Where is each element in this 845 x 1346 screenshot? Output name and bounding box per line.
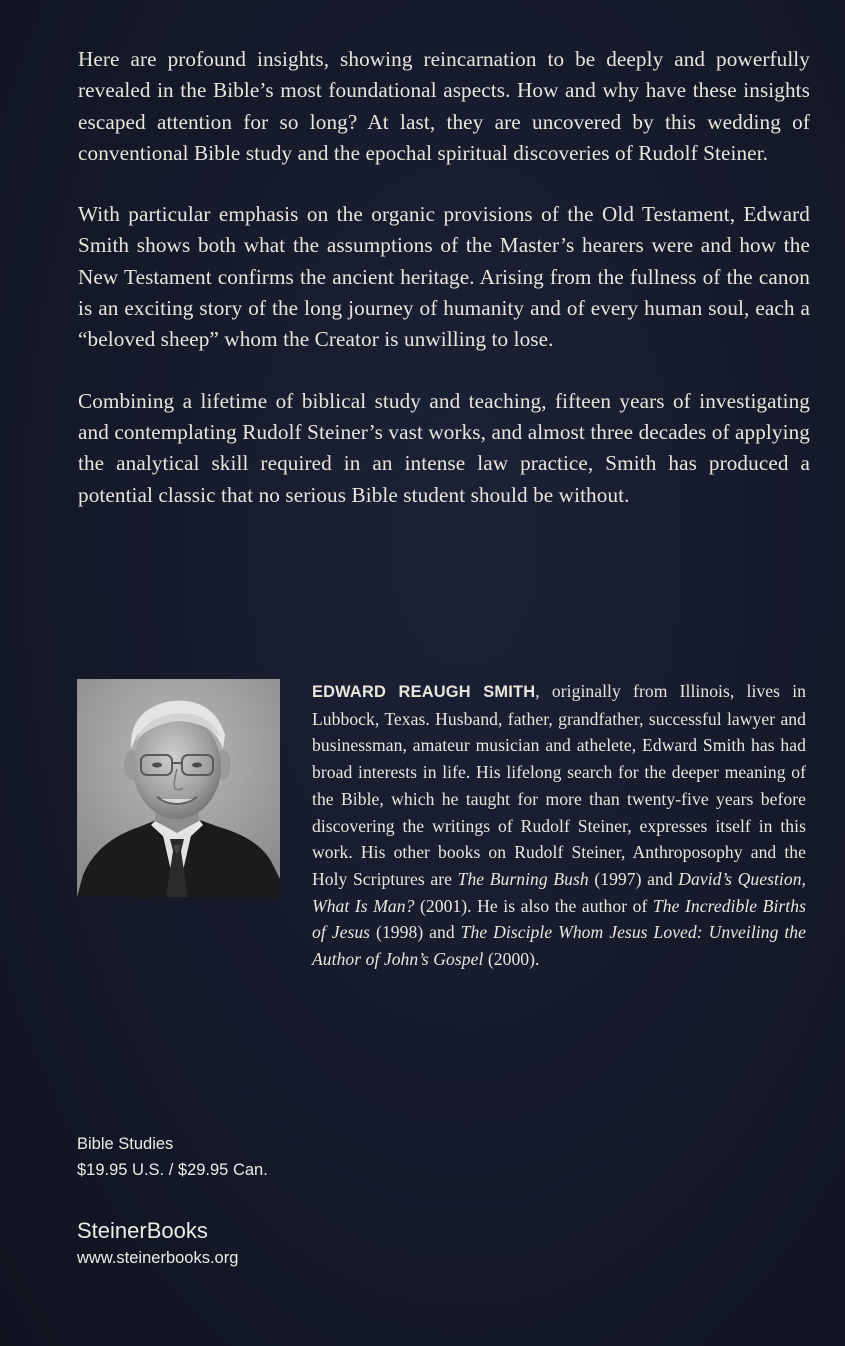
blurb-paragraph: Here are profound insights, showing reincarnation to be deeply and powerfully revealed in the Bible’s most foundational aspects. How and why have these insights escaped attention for so long? At last, they are uncovered by this wedding of conventional Bible study and the epochal spiritual discoveries of Rudolf Steiner.: [78, 47, 810, 165]
publisher-block: [77, 1216, 238, 1270]
bio-text: (1998) and: [370, 922, 461, 943]
blurb-paragraph: Combining a lifetime of biblical study and teaching, fifteen years of investigating and contemplating Rudolf Steiner’s vast works, and almost three decades of applying the analytical skill required in an intense law practice, Smith has produced a potential classic that no serious Bible student should be without.: [78, 388, 810, 507]
book-title: The Disciple Whom Jesus Loved: Unveiling the Author of John’s Gospel: [312, 922, 807, 970]
book-price: $19.95 U.S. / $29.95 Can.: [77, 1161, 268, 1179]
author-name: EDWARD REAUGH SMITH: [312, 683, 536, 701]
publisher-name: SteinerBooks: [77, 1218, 208, 1243]
blurb-paragraph: With particular emphasis on the organic provisions of the Old Testament, Edward Smith shows both what the assumptions of the Master’s hearers were and how the New Testament confirms the ancient heritage. Arising from the fullness of the canon is an exciting story of the long journey of humanity and of every human soul, each a “beloved sheep” whom the Creator is unwilling to lose.: [78, 202, 810, 352]
book-meta: [77, 1131, 268, 1183]
book-title: David’s Question, What Is Man?: [312, 868, 806, 916]
bio-text: (2000).: [483, 949, 540, 970]
bio-text: (1997) and: [588, 868, 679, 889]
book-title: The Incredible Births of Jesus: [312, 895, 806, 943]
publisher-url: www.steinerbooks.org: [77, 1249, 239, 1267]
bio-text: (2001). He is also the author of: [414, 895, 653, 916]
book-category: Bible Studies: [77, 1135, 174, 1153]
book-title: The Burning Bush: [457, 868, 589, 889]
book-blurb: [78, 44, 810, 541]
bio-text: , originally from Illinois, lives in Lubbock, Texas. Husband, father, grandfather, successful lawyer and businessman, amateur musician and athelete, Edward Smith has had broad interests in life. His lifelong search for the deeper meaning of the Bible, which he taught for more than twenty-five years before discovering the writings of Rudolf Steiner, expresses itself in this work. His other books on Rudolf Steiner, Anthroposophy and the Holy Scriptures are: [312, 681, 806, 889]
author-photo: [77, 679, 280, 897]
author-bio: [312, 678, 806, 973]
